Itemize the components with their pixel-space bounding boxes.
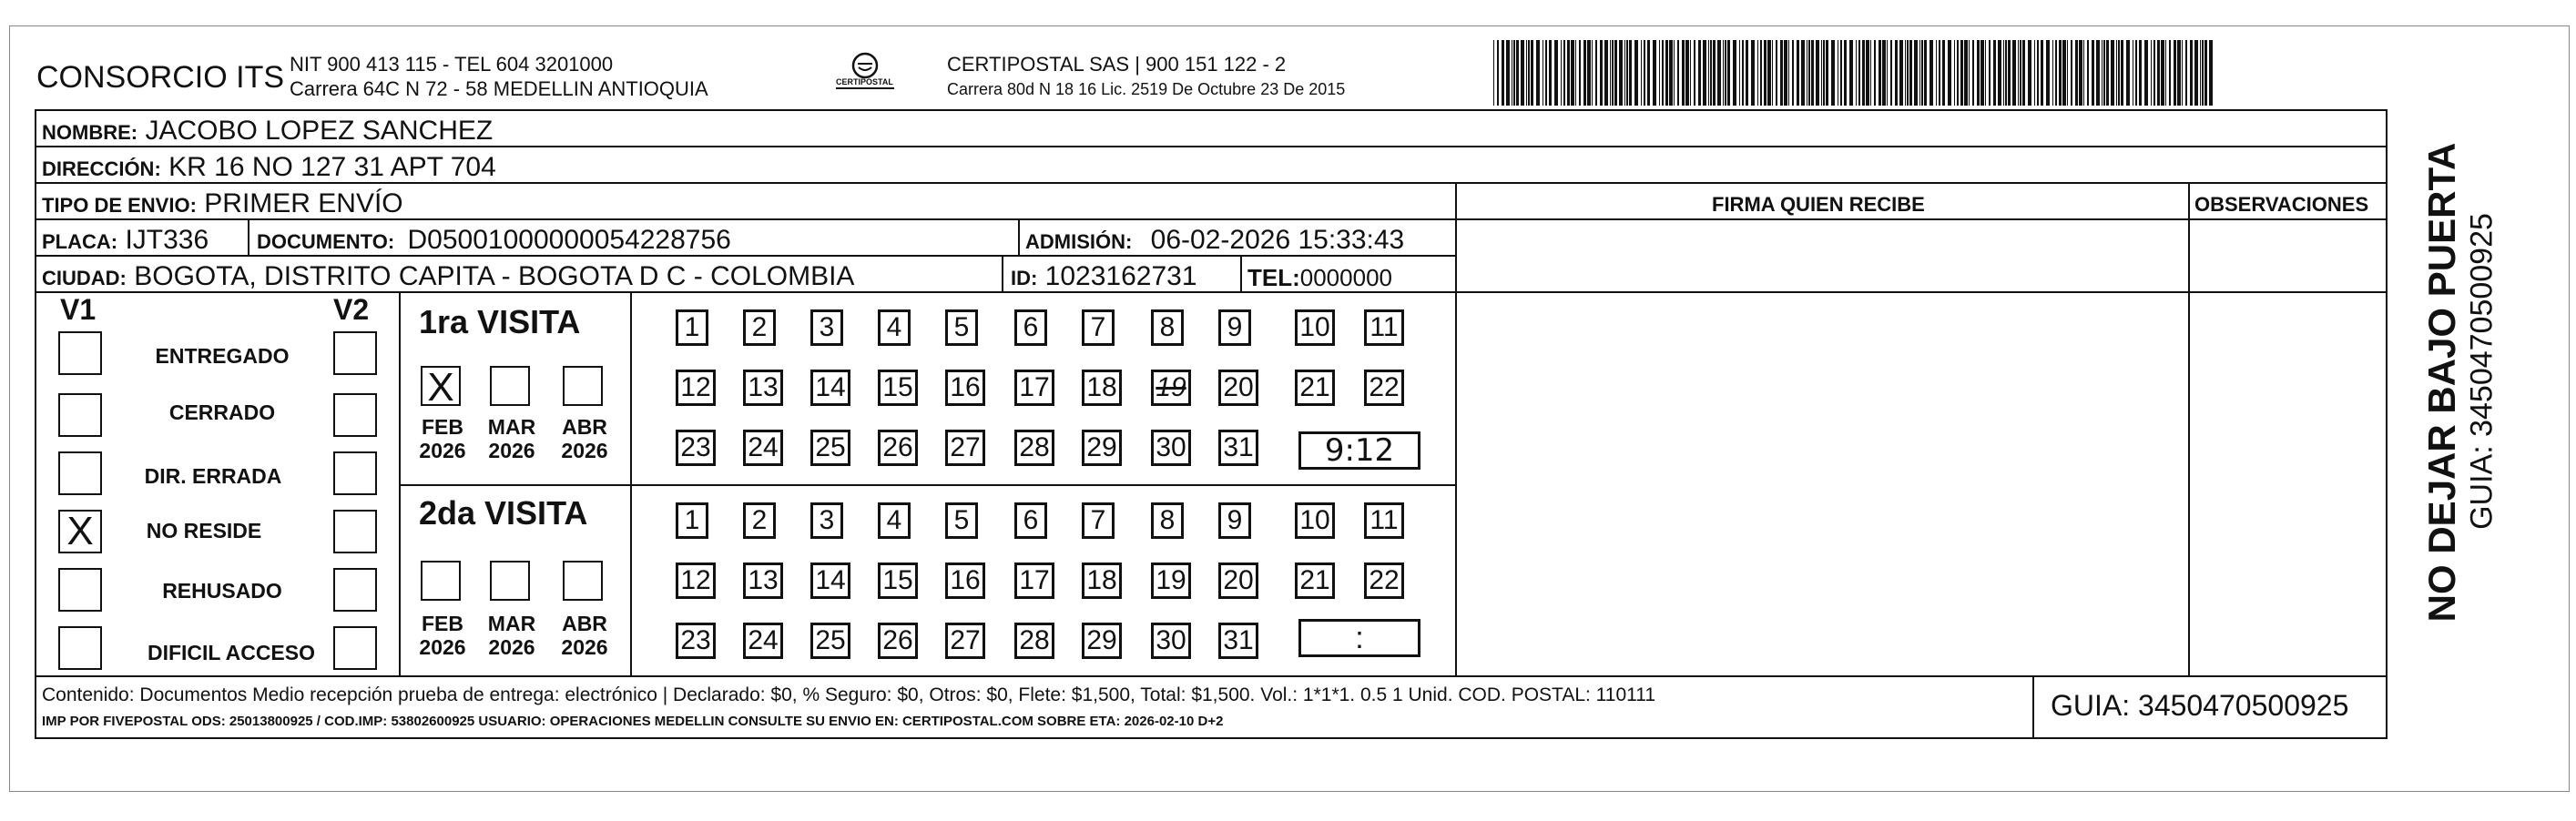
side-guia: GUIA: 3450470500925 bbox=[2464, 213, 2500, 530]
visit1-day-10[interactable]: 10 bbox=[1295, 309, 1335, 346]
tipo-value: PRIMER ENVÍO bbox=[204, 188, 403, 218]
visit1-day-14[interactable]: 14 bbox=[810, 370, 850, 406]
visit1-month-abr: ABR bbox=[562, 415, 607, 439]
footer-guia: GUIA: 3450470500925 bbox=[2051, 689, 2349, 722]
visit2-day-13[interactable]: 13 bbox=[743, 563, 783, 599]
tel-row bbox=[1247, 264, 1392, 292]
v2-heading: V2 bbox=[333, 293, 370, 326]
visit1-day-20[interactable]: 20 bbox=[1218, 370, 1258, 406]
nombre-value: JACOBO LOPEZ SANCHEZ bbox=[145, 116, 494, 146]
visit2-day-5[interactable]: 5 bbox=[945, 502, 978, 539]
visit2-day-19[interactable]: 19 bbox=[1151, 563, 1191, 599]
visit2-day-29[interactable]: 29 bbox=[1082, 623, 1122, 659]
option-dificil-acceso: DIFICIL ACCESO bbox=[147, 641, 315, 664]
v2-checkbox-entregado[interactable] bbox=[333, 331, 377, 375]
nit-line: NIT 900 413 115 - TEL 604 3201000 bbox=[290, 53, 614, 76]
visit2-day-18[interactable]: 18 bbox=[1082, 563, 1122, 599]
certipostal-line1: CERTIPOSTAL SAS | 900 151 122 - 2 bbox=[947, 53, 1287, 76]
tel-value: 0000000 bbox=[1299, 264, 1392, 291]
id-label: ID: bbox=[1011, 267, 1038, 289]
visit1-day-7[interactable]: 7 bbox=[1082, 309, 1115, 346]
visit1-day-6[interactable]: 6 bbox=[1014, 309, 1047, 346]
visit2-time-box[interactable]: : bbox=[1298, 619, 1420, 657]
logo-text: CERTIPOSTAL bbox=[836, 77, 893, 86]
footer-line1: Contenido: Documentos Medio recepción prueba de entrega: electrónico | Declarado: $0, % Seguro: $0, Otros: $0, Flete: $1,500, Total: $1,500. Vol.: 1*1*1. 0.5 1 Unid. COD. POSTAL: 110111 bbox=[42, 684, 1656, 705]
nombre-row bbox=[42, 116, 493, 147]
v2-checkbox-cerrado[interactable] bbox=[333, 393, 377, 437]
admision-label: ADMISIÓN: bbox=[1025, 230, 1133, 253]
tipo-row bbox=[42, 188, 403, 219]
v1-checkbox-dir-errada[interactable] bbox=[58, 451, 102, 495]
nombre-label: NOMBRE: bbox=[42, 121, 138, 144]
visit2-day-7[interactable]: 7 bbox=[1082, 502, 1115, 539]
visit2-day-21[interactable]: 21 bbox=[1295, 563, 1335, 599]
visit2-day-20[interactable]: 20 bbox=[1218, 563, 1258, 599]
tipo-label: TIPO DE ENVIO: bbox=[42, 194, 197, 217]
visit1-day-22[interactable]: 22 bbox=[1364, 370, 1404, 406]
visit2-day-30[interactable]: 30 bbox=[1151, 623, 1191, 659]
direccion-row bbox=[42, 152, 496, 183]
visit1-month-abr-checkbox[interactable] bbox=[563, 366, 603, 406]
visit1-day-9[interactable]: 9 bbox=[1218, 309, 1251, 346]
visit1-day-5[interactable]: 5 bbox=[945, 309, 978, 346]
v1-checkbox-dificil-acceso[interactable] bbox=[58, 626, 102, 670]
v1-checkbox-rehusado[interactable] bbox=[58, 568, 102, 612]
visit1-day-16[interactable]: 16 bbox=[945, 370, 985, 406]
v1-checkbox-entregado[interactable] bbox=[58, 331, 102, 375]
visit2-day-1[interactable]: 1 bbox=[676, 502, 708, 539]
id-value: 1023162731 bbox=[1044, 261, 1197, 291]
visit2-day-14[interactable]: 14 bbox=[810, 563, 850, 599]
visit2-day-16[interactable]: 16 bbox=[945, 563, 985, 599]
documento-label: DOCUMENTO: bbox=[257, 230, 395, 253]
visit2-day-10[interactable]: 10 bbox=[1295, 502, 1335, 539]
option-entregado: ENTREGADO bbox=[155, 344, 290, 368]
visit2-title: 2da VISITA bbox=[419, 494, 588, 532]
visit1-day-4[interactable]: 4 bbox=[878, 309, 911, 346]
admision-value: 06-02-2026 15:33:43 bbox=[1150, 225, 1405, 255]
visit1-time-box[interactable]: 9:12 bbox=[1298, 431, 1420, 470]
visit1-day-8[interactable]: 8 bbox=[1151, 309, 1184, 346]
visit2-month-abr-checkbox[interactable] bbox=[563, 561, 603, 601]
placa-row bbox=[42, 225, 209, 256]
placa-label: PLACA: bbox=[42, 230, 118, 253]
ciudad-value: BOGOTA, DISTRITO CAPITA - BOGOTA D C - COLOMBIA bbox=[134, 261, 855, 291]
visit1-day-30[interactable]: 30 bbox=[1151, 430, 1191, 466]
visit2-month-mar-year: 2026 bbox=[488, 635, 535, 659]
visit1-day-19[interactable]: 19 bbox=[1151, 370, 1191, 406]
visit2-month-abr: ABR bbox=[562, 612, 607, 635]
visit1-day-11[interactable]: 11 bbox=[1364, 309, 1404, 346]
visit1-day-1[interactable]: 1 bbox=[676, 309, 708, 346]
documento-value: D05001000000054228756 bbox=[407, 225, 731, 255]
visit1-month-mar-checkbox[interactable] bbox=[490, 366, 530, 406]
footer-line2: IMP POR FIVEPOSTAL ODS: 25013800925 / COD.IMP: 53802600925 USUARIO: OPERACIONES MEDELLIN CONSULTE SU ENVIO EN: CERTIPOSTAL.COM SOBRE ETA: 2026-02-10 D+2 bbox=[42, 714, 1224, 729]
visit1-day-21[interactable]: 21 bbox=[1295, 370, 1335, 406]
visit1-day-15[interactable]: 15 bbox=[878, 370, 918, 406]
id-row bbox=[1011, 261, 1197, 292]
visit2-day-2[interactable]: 2 bbox=[743, 502, 776, 539]
barcode bbox=[1493, 40, 2222, 110]
option-dir-errada: DIR. ERRADA bbox=[144, 464, 282, 488]
visit2-day-3[interactable]: 3 bbox=[810, 502, 843, 539]
direccion-value: KR 16 NO 127 31 APT 704 bbox=[168, 152, 496, 182]
visit2-month-abr-year: 2026 bbox=[561, 635, 608, 659]
v2-checkbox-rehusado[interactable] bbox=[333, 568, 377, 612]
visit2-day-26[interactable]: 26 bbox=[878, 623, 918, 659]
visit1-day-29[interactable]: 29 bbox=[1082, 430, 1122, 466]
v1-checkbox-no-reside[interactable]: X bbox=[58, 510, 102, 553]
v2-checkbox-dificil-acceso[interactable] bbox=[333, 626, 377, 670]
visit2-day-6[interactable]: 6 bbox=[1014, 502, 1047, 539]
direccion-label: DIRECCIÓN: bbox=[42, 157, 161, 180]
visit2-month-mar: MAR bbox=[487, 612, 536, 635]
visit2-month-feb-year: 2026 bbox=[419, 635, 466, 659]
visit2-day-28[interactable]: 28 bbox=[1014, 623, 1054, 659]
address-line: Carrera 64C N 72 - 58 MEDELLIN ANTIOQUIA bbox=[290, 77, 708, 100]
documento-row bbox=[257, 225, 731, 256]
visit1-day-26[interactable]: 26 bbox=[878, 430, 918, 466]
visit1-title: 1ra VISITA bbox=[419, 303, 581, 340]
firma-header: FIRMA QUIEN RECIBE bbox=[1712, 193, 1925, 216]
visit1-day-23[interactable]: 23 bbox=[676, 430, 716, 466]
tel-label: TEL: bbox=[1247, 264, 1300, 291]
visit1-month-feb: FEB bbox=[422, 415, 463, 439]
visit1-month-feb-year: 2026 bbox=[419, 439, 466, 462]
v2-checkbox-dir-errada[interactable] bbox=[333, 451, 377, 495]
visit1-day-3[interactable]: 3 bbox=[810, 309, 843, 346]
visit1-day-31[interactable]: 31 bbox=[1218, 430, 1258, 466]
ciudad-label: CIUDAD: bbox=[42, 267, 127, 289]
visit2-day-15[interactable]: 15 bbox=[878, 563, 918, 599]
visit1-month-mar-year: 2026 bbox=[488, 439, 535, 462]
visit1-month-feb-checkbox[interactable]: X bbox=[421, 366, 461, 406]
visit2-day-31[interactable]: 31 bbox=[1218, 623, 1258, 659]
company-name: CONSORCIO ITS bbox=[36, 60, 285, 95]
visit1-month-mar: MAR bbox=[487, 415, 536, 439]
placa-value: IJT336 bbox=[125, 225, 209, 255]
visit2-day-23[interactable]: 23 bbox=[676, 623, 716, 659]
visit1-day-27[interactable]: 27 bbox=[945, 430, 985, 466]
visit1-day-24[interactable]: 24 bbox=[743, 430, 783, 466]
v2-checkbox-no-reside[interactable] bbox=[333, 510, 377, 553]
visit2-day-22[interactable]: 22 bbox=[1364, 563, 1404, 599]
visit2-day-11[interactable]: 11 bbox=[1364, 502, 1404, 539]
visit2-month-feb: FEB bbox=[422, 612, 463, 635]
side-no-dejar-title: NO DEJAR BAJO PUERTA bbox=[2420, 142, 2463, 623]
option-no-reside: NO RESIDE bbox=[146, 519, 262, 542]
visit2-day-27[interactable]: 27 bbox=[945, 623, 985, 659]
visit2-day-9[interactable]: 9 bbox=[1218, 502, 1251, 539]
option-rehusado: REHUSADO bbox=[162, 579, 282, 603]
ciudad-row bbox=[42, 261, 854, 292]
visit2-day-4[interactable]: 4 bbox=[878, 502, 911, 539]
observaciones-header: OBSERVACIONES bbox=[2194, 193, 2369, 216]
visit1-day-2[interactable]: 2 bbox=[743, 309, 776, 346]
visit2-day-12[interactable]: 12 bbox=[676, 563, 716, 599]
visit1-day-28[interactable]: 28 bbox=[1014, 430, 1054, 466]
visit2-day-24[interactable]: 24 bbox=[743, 623, 783, 659]
visit1-day-12[interactable]: 12 bbox=[676, 370, 716, 406]
visit2-day-8[interactable]: 8 bbox=[1151, 502, 1184, 539]
visit2-day-25[interactable]: 25 bbox=[810, 623, 850, 659]
v1-checkbox-cerrado[interactable] bbox=[58, 393, 102, 437]
certipostal-line2: Carrera 80d N 18 16 Lic. 2519 De Octubre 23 De 2015 bbox=[947, 80, 1346, 98]
visit1-day-25[interactable]: 25 bbox=[810, 430, 850, 466]
option-cerrado: CERRADO bbox=[168, 400, 276, 424]
certipostal-logo bbox=[829, 47, 901, 102]
v1-heading: V1 bbox=[60, 293, 97, 326]
visit1-month-abr-year: 2026 bbox=[561, 439, 608, 462]
visit1-day-18[interactable]: 18 bbox=[1082, 370, 1122, 406]
visit2-day-17[interactable]: 17 bbox=[1014, 563, 1054, 599]
visit2-month-mar-checkbox[interactable] bbox=[490, 561, 530, 601]
visit1-day-17[interactable]: 17 bbox=[1014, 370, 1054, 406]
visit1-day-13[interactable]: 13 bbox=[743, 370, 783, 406]
admision-row bbox=[1025, 225, 1404, 256]
visit2-month-feb-checkbox[interactable] bbox=[421, 561, 461, 601]
